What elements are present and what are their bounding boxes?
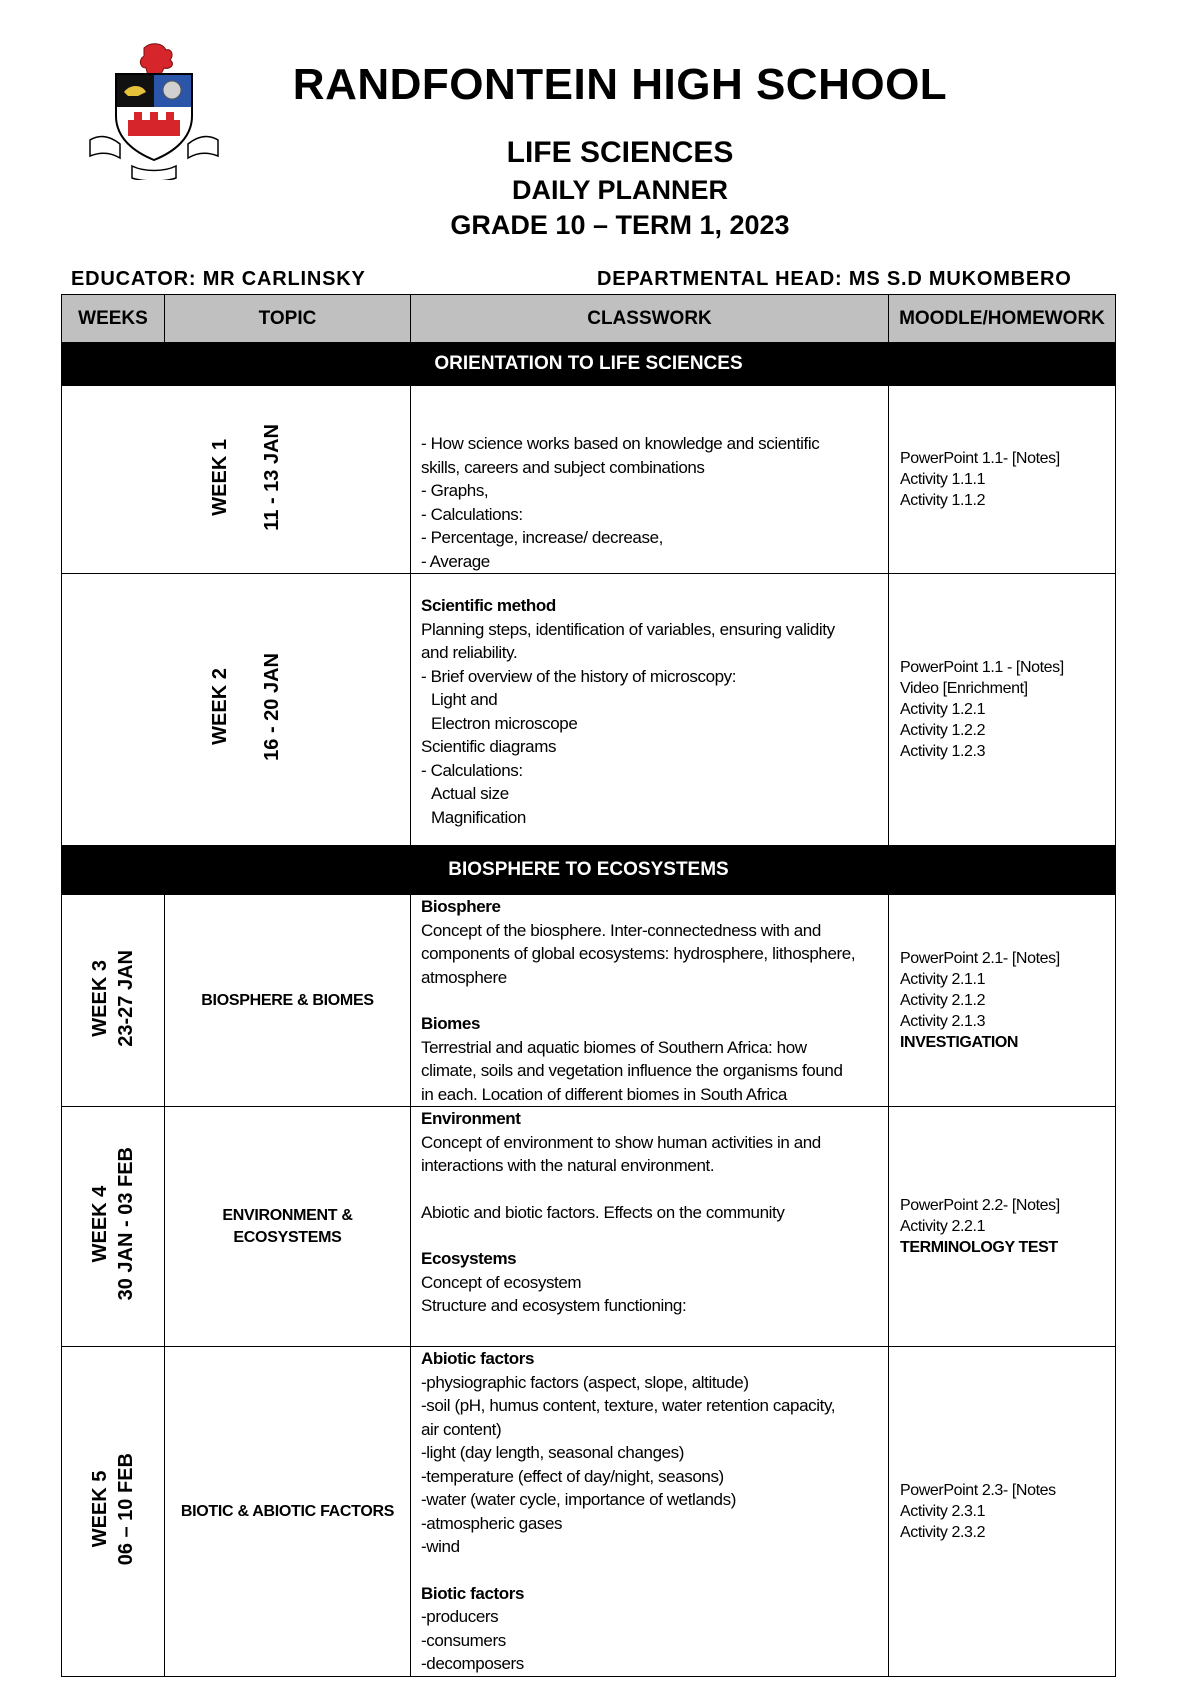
week-label: WEEK 4 30 JAN - 03 FEB xyxy=(89,1147,137,1301)
classwork-line: Concept of ecosystem xyxy=(421,1272,582,1292)
classwork-cell xyxy=(411,1347,889,1677)
topic-line: ENVIRONMENT & xyxy=(222,1206,353,1224)
classwork-line: air content) xyxy=(421,1419,502,1439)
classwork-line: atmosphere xyxy=(421,967,507,987)
week-cell xyxy=(62,574,411,846)
week-cell xyxy=(62,1107,165,1347)
classwork-line: -physiographic factors (aspect, slope, altitude) xyxy=(421,1372,749,1392)
week-label: WEEK 5 06 – 10 FEB xyxy=(89,1452,137,1566)
moodle-item: Activity 1.2.1 xyxy=(900,701,986,718)
classwork-heading: Abiotic factors xyxy=(421,1349,535,1368)
classwork-heading: Biosphere xyxy=(421,897,501,916)
classwork-cell xyxy=(411,386,889,574)
topic-cell xyxy=(165,1107,411,1347)
table-row xyxy=(62,1347,1116,1677)
classwork-line: Scientific diagrams xyxy=(421,737,557,756)
classwork-line: Abiotic and biotic factors. Effects on the community xyxy=(421,1202,785,1222)
classwork-line: - Average xyxy=(421,551,490,571)
classwork-line: -atmospheric gases xyxy=(421,1513,563,1533)
table-row xyxy=(62,895,1116,1107)
moodle-cell xyxy=(889,1107,1116,1347)
classwork-line: -producers xyxy=(421,1607,499,1626)
moodle-item: Activity 1.2.3 xyxy=(900,743,986,760)
classwork-line: -temperature (effect of day/night, seasons) xyxy=(421,1466,724,1486)
table-row xyxy=(62,386,1116,574)
moodle-item: Activity 2.3.2 xyxy=(900,1524,986,1541)
topic-cell: BIOTIC & ABIOTIC FACTORS xyxy=(165,1347,411,1677)
classwork-line: Light and xyxy=(431,690,498,709)
classwork-line: components of global ecosystems: hydrosphere, lithosphere, xyxy=(421,944,856,963)
classwork-line: -decomposers xyxy=(421,1654,524,1673)
moodle-item: Activity 1.1.2 xyxy=(900,492,986,509)
classwork-heading: Environment xyxy=(421,1109,521,1128)
classwork-heading: Biomes xyxy=(421,1014,481,1033)
moodle-item: PowerPoint 2.3- [Notes xyxy=(900,1482,1056,1499)
classwork-line: Electron microscope xyxy=(431,713,578,733)
moodle-cell xyxy=(889,574,1116,846)
classwork-line: -wind xyxy=(421,1537,460,1556)
classwork-heading: Biotic factors xyxy=(421,1583,525,1603)
topic-cell: BIOSPHERE & BIOMES xyxy=(165,895,411,1107)
topic-line: ECOSYSTEMS xyxy=(233,1228,342,1246)
week-label: WEEK 1 11 - 13 JAN xyxy=(209,423,283,531)
moodle-item: Video [Enrichment] xyxy=(900,680,1028,697)
classwork-line: - Calculations: xyxy=(421,504,523,524)
moodle-item: PowerPoint 1.1- [Notes] xyxy=(900,450,1060,467)
classwork-line: -soil (pH, humus content, texture, water retention capacity, xyxy=(421,1396,836,1415)
classwork-heading: Scientific method xyxy=(421,596,556,615)
classwork-line: -consumers xyxy=(421,1630,506,1650)
subject-title: LIFE SCIENCES xyxy=(506,136,734,169)
table-row xyxy=(62,1107,1116,1347)
moodle-item: Activity 1.2.2 xyxy=(900,722,986,739)
classwork-line: - Percentage, increase/ decrease, xyxy=(421,528,663,547)
moodle-item: Activity 2.2.1 xyxy=(900,1218,986,1235)
moodle-cell xyxy=(889,386,1116,574)
moodle-item: PowerPoint 2.2- [Notes] xyxy=(900,1197,1060,1214)
table-row xyxy=(62,574,1116,846)
week-label: WEEK 3 23-27 JAN xyxy=(89,949,137,1047)
col-topic: TOPIC xyxy=(165,295,411,343)
planner-table xyxy=(61,294,1116,1677)
educator-label: EDUCATOR: MR CARLINSKY xyxy=(71,268,366,290)
col-weeks: WEEKS xyxy=(62,295,165,343)
classwork-line: - Calculations: xyxy=(421,760,523,780)
classwork-line: Structure and ecosystem functioning: xyxy=(421,1296,687,1315)
classwork-line: climate, soils and vegetation influence the organisms found xyxy=(421,1061,843,1080)
classwork-cell xyxy=(411,574,889,846)
section-biosphere: BIOSPHERE TO ECOSYSTEMS xyxy=(62,846,1116,895)
week-cell xyxy=(62,895,165,1107)
department-head-label: DEPARTMENTAL HEAD: MS S.D MUKOMBERO xyxy=(597,268,1072,290)
week-label: WEEK 2 16 - 20 JAN xyxy=(209,653,283,761)
section-orientation: ORIENTATION TO LIFE SCIENCES xyxy=(62,343,1116,386)
week-cell xyxy=(62,386,411,574)
grade-term: GRADE 10 – TERM 1, 2023 xyxy=(450,210,790,240)
moodle-item: Activity 1.1.1 xyxy=(900,471,986,488)
moodle-item-bold: INVESTIGATION xyxy=(900,1034,1019,1051)
classwork-line: Concept of the biosphere. Inter-connectedness with and xyxy=(421,920,821,940)
header-row xyxy=(62,295,1116,343)
moodle-item: Activity 2.1.3 xyxy=(900,1013,986,1030)
school-name: RANDFONTEIN HIGH SCHOOL xyxy=(292,60,948,109)
week-cell xyxy=(62,1347,165,1677)
moodle-item: Activity 2.3.1 xyxy=(900,1503,986,1520)
classwork-line: -light (day length, seasonal changes) xyxy=(421,1443,685,1462)
moodle-item: PowerPoint 1.1 - [Notes] xyxy=(900,659,1064,676)
classwork-cell xyxy=(411,1107,889,1347)
moodle-item: Activity 2.1.1 xyxy=(900,971,986,988)
moodle-item: PowerPoint 2.1- [Notes] xyxy=(900,950,1060,967)
classwork-line: - Brief overview of the history of microscopy: xyxy=(421,666,737,686)
classwork-cell xyxy=(411,895,889,1107)
classwork-line: Concept of environment to show human activities in and xyxy=(421,1132,821,1152)
classwork-line: and reliability. xyxy=(421,643,518,662)
moodle-item-bold: TERMINOLOGY TEST xyxy=(900,1239,1058,1256)
col-moodle-homework: MOODLE/HOMEWORK xyxy=(889,295,1116,343)
classwork-heading: Ecosystems xyxy=(421,1249,517,1268)
classwork-line: interactions with the natural environment. xyxy=(421,1156,715,1175)
classwork-line: - Graphs, xyxy=(421,481,489,500)
classwork-line: -water (water cycle, importance of wetlands) xyxy=(421,1490,736,1509)
classwork-line: Actual size xyxy=(431,784,509,803)
classwork-line: Planning steps, identification of variables, ensuring validity xyxy=(421,619,835,639)
classwork-line: Magnification xyxy=(431,807,526,827)
moodle-item: Activity 2.1.2 xyxy=(900,992,986,1009)
planner-title: DAILY PLANNER xyxy=(511,175,729,205)
classwork-line: - How science works based on knowledge and scientific xyxy=(421,434,820,453)
moodle-cell xyxy=(889,895,1116,1107)
classwork-line: skills, careers and subject combinations xyxy=(421,457,705,477)
col-classwork: CLASSWORK xyxy=(411,295,889,343)
classwork-line: Terrestrial and aquatic biomes of Southern Africa: how xyxy=(421,1037,807,1057)
moodle-cell xyxy=(889,1347,1116,1677)
classwork-line: in each. Location of different biomes in South Africa xyxy=(421,1084,787,1104)
